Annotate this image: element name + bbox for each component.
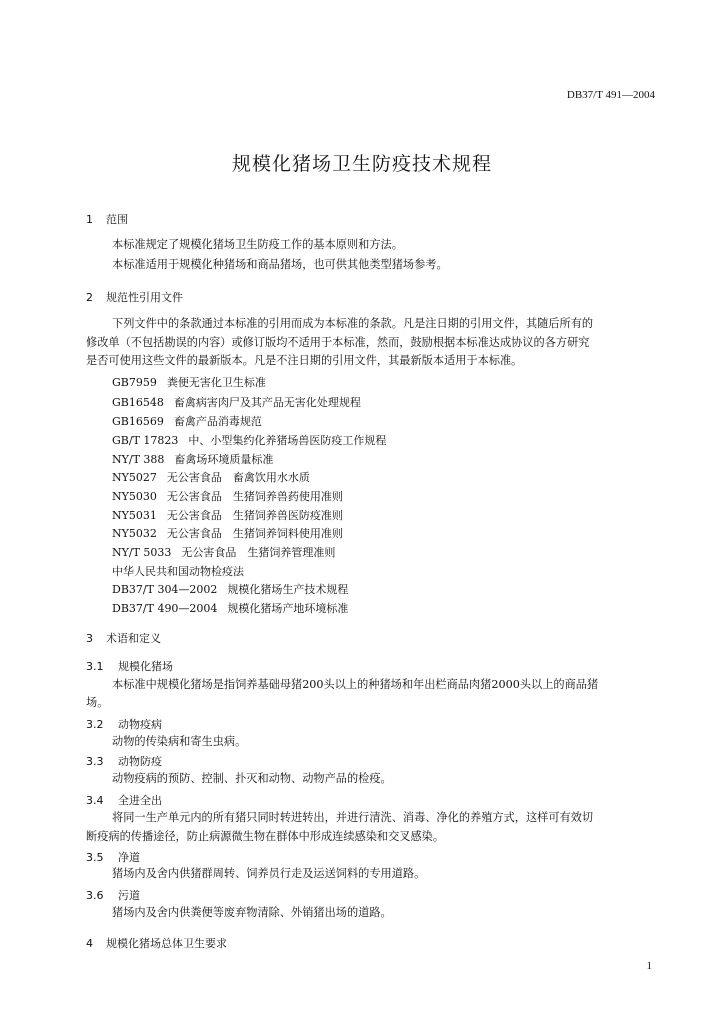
reference-item	[112, 432, 386, 448]
page-number: 1	[646, 960, 652, 972]
reference-title: 中华人民共和国动物检疫法	[112, 565, 244, 578]
reference-title: 无公害食品 生猪饲养饲料使用准则	[166, 527, 343, 540]
term-heading	[86, 792, 162, 808]
reference-code: DB37/T 304—2002	[112, 583, 218, 596]
section-title: 范围	[106, 213, 128, 226]
section-2-heading	[86, 289, 183, 305]
section-number: 4	[86, 937, 93, 950]
reference-item	[112, 544, 335, 560]
reference-title: 规模化猪场产地环境标准	[227, 602, 349, 615]
section-title: 术语和定义	[106, 632, 161, 645]
term-heading	[86, 887, 140, 903]
term-definition: 猪场内及舍内供粪便等废弃物清除、外销猪出场的道路。	[112, 906, 392, 919]
reference-title: 无公害食品 生猪饲养管理准则	[181, 546, 336, 559]
reference-item	[112, 413, 262, 429]
term-number: 3.6	[86, 889, 104, 902]
reference-code: GB7959	[112, 376, 157, 389]
reference-title: 无公害食品 生猪饲养兽药使用准则	[166, 490, 343, 503]
term-name: 污道	[118, 889, 140, 902]
reference-item	[112, 507, 343, 523]
reference-title: 粪便无害化卫生标准	[166, 376, 266, 389]
reference-title: 无公害食品 生猪饲养兽医防疫准则	[166, 509, 343, 522]
section-number: 2	[86, 291, 93, 304]
section-3-heading	[86, 630, 161, 646]
term-number: 3.1	[86, 660, 104, 673]
reference-code: NY/T 5033	[112, 546, 172, 559]
reference-title: 畜禽产品消毒规范	[173, 415, 262, 428]
reference-item	[112, 394, 361, 410]
term-definition: 猪场内及舍内供猪群周转、饲养员行走及运送饲料的专用道路。	[112, 867, 426, 880]
term-name: 动物防疫	[118, 755, 162, 768]
reference-code: DB37/T 490—2004	[112, 602, 218, 615]
reference-item	[112, 525, 343, 541]
reference-code: NY5032	[112, 527, 157, 540]
paragraph: 本标准适用于规模化种猪场和商品猪场，也可供其他类型猪场参考。	[112, 258, 448, 271]
reference-code: NY/T 388	[112, 453, 165, 466]
standard-number: DB37/T 491—2004	[566, 89, 655, 101]
reference-item	[112, 488, 343, 504]
section-title: 规范性引用文件	[106, 291, 183, 304]
document-title: 规模化猪场卫生防疫技术规程	[231, 153, 492, 175]
reference-code: NY5027	[112, 471, 157, 484]
reference-title: 中、小型集约化养猪场兽医防疫工作规程	[188, 434, 387, 447]
term-heading	[86, 753, 162, 769]
term-number: 3.5	[86, 851, 104, 864]
section-1-heading	[86, 211, 128, 227]
term-number: 3.3	[86, 755, 104, 768]
reference-title: 无公害食品 畜禽饮用水水质	[166, 471, 310, 484]
term-name: 净道	[118, 851, 140, 864]
term-definition: 本标准中规模化猪场是指饲养基础母猪200头以上的种猪场和年出栏商品肉猪2000头以上的商品猪	[112, 678, 599, 691]
section-4-heading	[86, 935, 227, 951]
term-heading	[86, 716, 162, 732]
term-name: 动物疫病	[118, 718, 162, 731]
reference-code: NY5030	[112, 490, 157, 503]
section-title: 规模化猪场总体卫生要求	[106, 937, 227, 950]
term-heading	[86, 658, 173, 674]
paragraph-line: 是否可使用这些文件的最新版本。凡是不注日期的引用文件，其最新版本适用于本标准。	[86, 354, 523, 367]
term-definition: 将同一生产单元内的所有猪只同时转进转出，并进行清洗、消毒、净化的养殖方式，这样可有效切	[112, 811, 594, 824]
term-definition: 断疫病的传播途径，防止病源微生物在群体中形成连续感染和交叉感染。	[86, 830, 445, 843]
reference-title: 畜禽场环境质量标准	[174, 453, 274, 466]
reference-code: GB16569	[112, 415, 164, 428]
reference-item	[112, 563, 244, 579]
term-definition: 场。	[86, 696, 109, 709]
reference-code: GB/T 17823	[112, 434, 179, 447]
term-name: 规模化猪场	[118, 660, 173, 673]
term-definition: 动物疫病的预防、控制、扑灭和动物、动物产品的检疫。	[112, 772, 392, 785]
reference-code: NY5031	[112, 509, 157, 522]
reference-code: GB16548	[112, 396, 164, 409]
reference-item	[112, 600, 348, 616]
term-heading	[86, 849, 140, 865]
reference-title: 畜禽病害肉尸及其产品无害化处理规程	[173, 396, 361, 409]
reference-title: 规模化猪场生产技术规程	[227, 583, 349, 596]
paragraph-line: 修改单（不包括勘误的内容）或修订版均不适用于本标准，然而，鼓励根据本标准达成协议的各方研究	[86, 336, 590, 349]
paragraph-line: 下列文件中的条款通过本标准的引用而成为本标准的条款。凡是注日期的引用文件，其随后所有的	[112, 317, 594, 330]
reference-item	[112, 581, 348, 597]
term-number: 3.2	[86, 718, 104, 731]
section-number: 1	[86, 213, 93, 226]
section-number: 3	[86, 632, 93, 645]
reference-item	[112, 451, 273, 467]
term-definition: 动物的传染病和寄生虫病。	[112, 735, 247, 748]
reference-item	[112, 469, 310, 485]
paragraph: 本标准规定了规模化猪场卫生防疫工作的基本原则和方法。	[112, 238, 403, 251]
term-number: 3.4	[86, 794, 104, 807]
reference-item	[112, 374, 266, 390]
term-name: 全进全出	[118, 794, 162, 807]
